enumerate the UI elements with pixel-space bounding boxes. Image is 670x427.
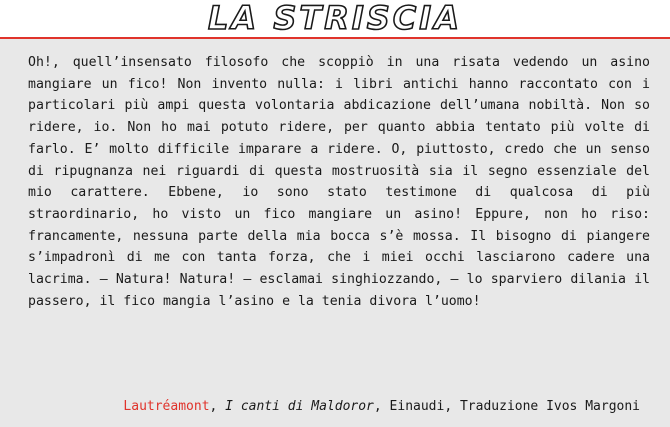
citation-separator: ,	[209, 399, 226, 414]
citation-book-title: I canti di Maldoror	[225, 399, 374, 414]
citation	[28, 398, 640, 416]
citation-author: Lautréamont	[123, 399, 210, 414]
header	[0, 0, 670, 39]
masthead-title: LA STRISCIA	[208, 0, 462, 37]
citation-publisher: , Einaudi, Traduzione Ivos Margoni	[373, 399, 640, 414]
quote-text: Oh!, quell’insensato filosofo che scoppiò in una risata vedendo un asino mangiare un fico! Non invento nulla: i libri antichi hanno raccontato con i particolari più ampi questa volontaria abdicazione dell’umana nobiltà. Non so ridere, io. Non ho mai potuto ridere, per quanto abbia tentato più volte di farlo. E’ molto difficile imparare a ridere. O, piuttosto, credo che un senso di ripugnanza nei riguardi di questa mostruosità sia il segno essenziale del mio carattere. Ebbene, io sono stato testimone di qualcosa di più straordinario, ho visto un fico mangiare un asino! Eppure, non ho riso: francamente, nessuna parte della mia bocca s’è mossa. Il bisogno di piangere s’impadronì di me con tanta forza, che i miei occhi lasciarono cadere una lacrima. – Natura! Natura! – esclamai singhiozzando, – lo sparviero dilania il passero, il fico mangia l’asino e la tenia divora l’uomo!	[28, 55, 650, 309]
